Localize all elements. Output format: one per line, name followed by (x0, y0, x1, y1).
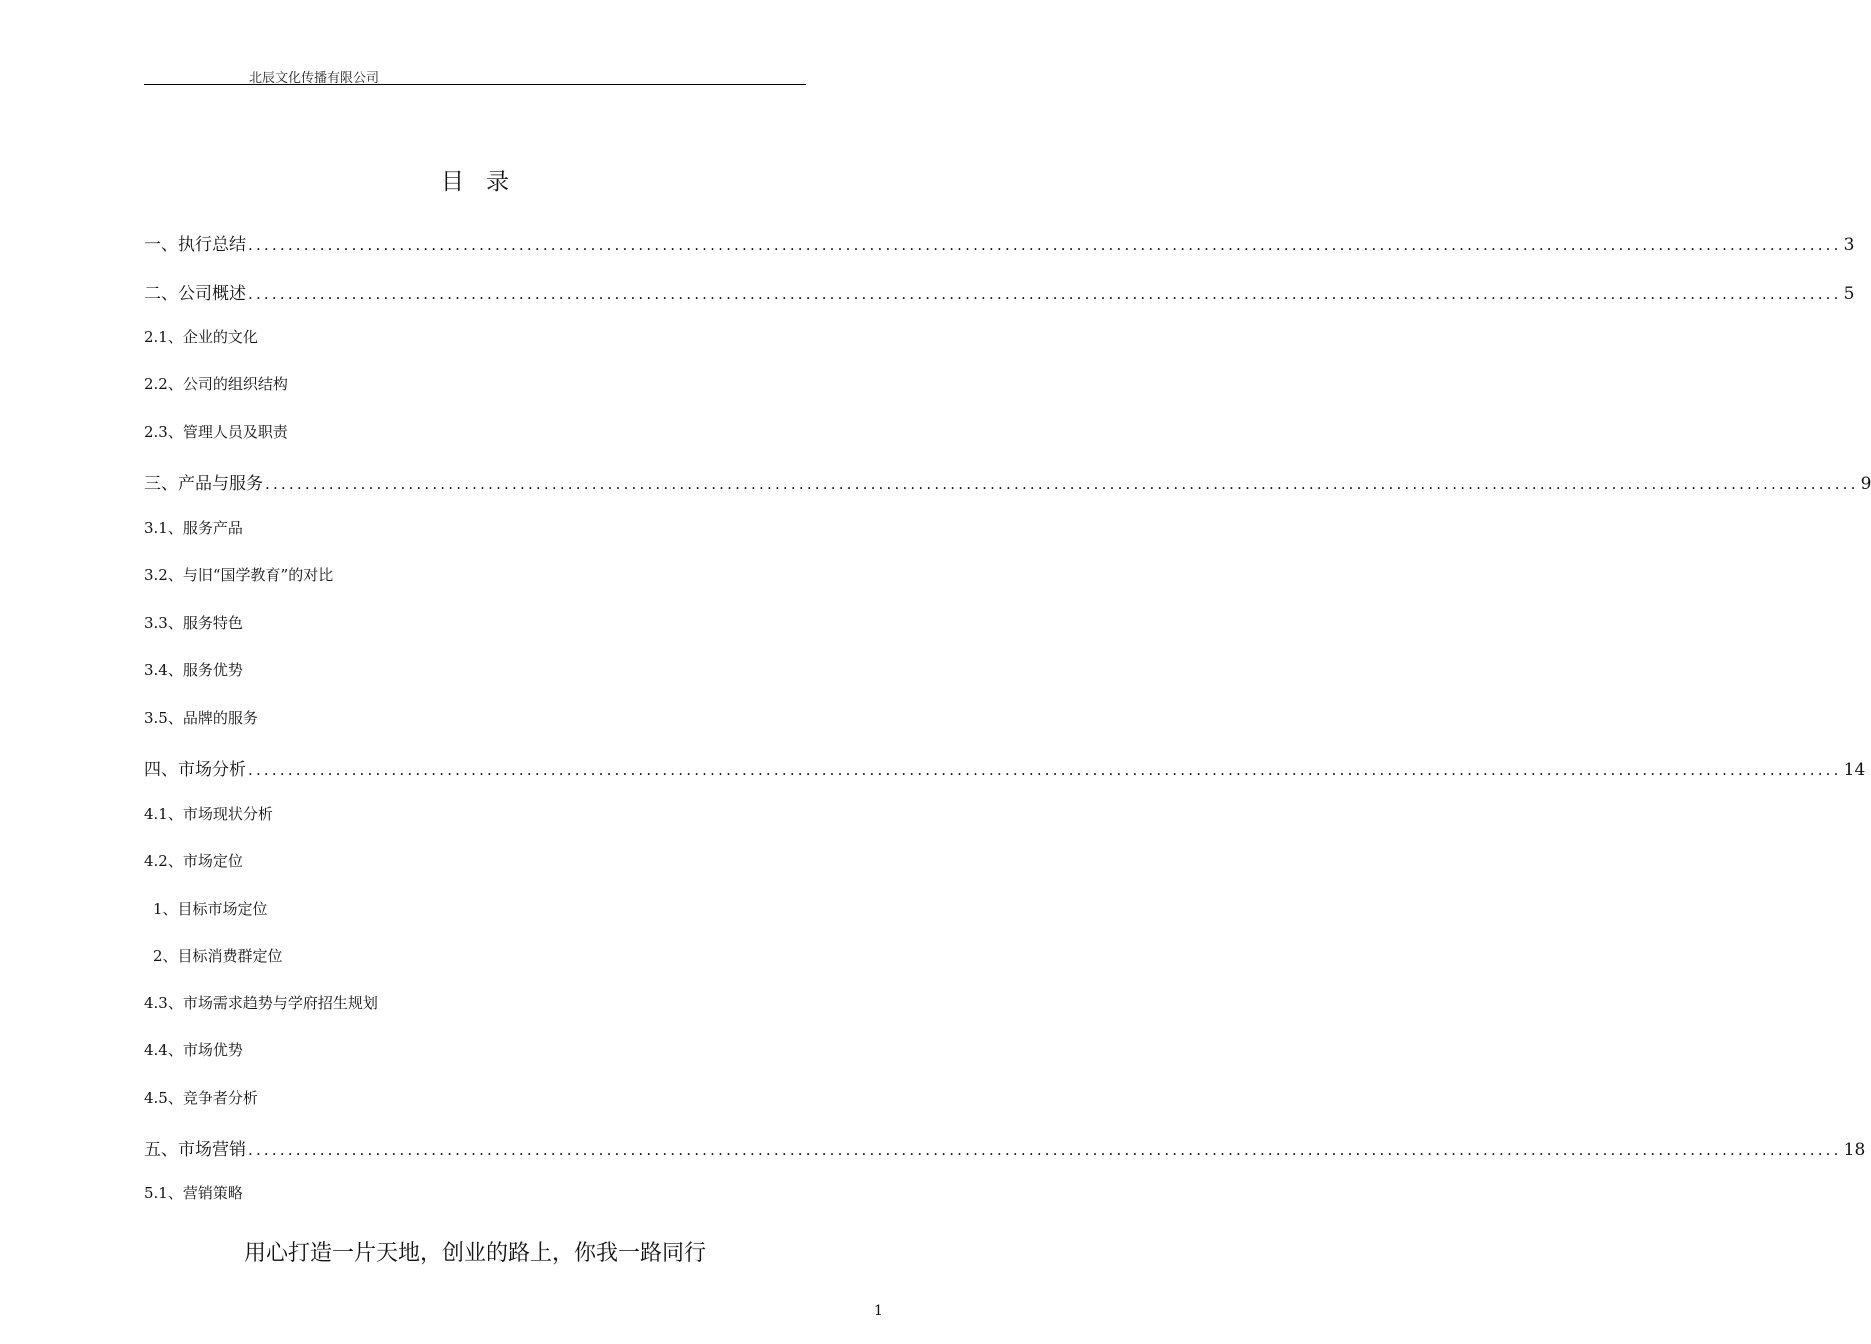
toc-entry[interactable] (144, 1135, 1866, 1161)
toc-entry[interactable] (144, 1039, 806, 1065)
toc-leader-dots: ........................................................................................................................................................................................................ (248, 761, 1842, 779)
toc-leader-dots: ........................................................................................................................................................................................................ (248, 236, 1842, 254)
toc-entry[interactable] (144, 517, 806, 543)
toc-entry-label: 二、公司概述 (144, 284, 246, 304)
toc-entry-label: 1、目标市场定位 (153, 900, 268, 918)
toc-entry[interactable] (144, 755, 1866, 781)
toc-entry-label: 4.1、市场现状分析 (144, 805, 273, 823)
toc-entry-page: 9 (1860, 474, 1871, 494)
toc-entry-label: 2.3、管理人员及职责 (144, 423, 288, 441)
toc-entry[interactable] (144, 803, 806, 829)
toc-entry-label: 5.1、营销策略 (144, 1184, 243, 1202)
toc-entry[interactable] (144, 992, 806, 1018)
toc-entry[interactable] (153, 945, 815, 971)
toc-entry-label: 五、市场营销 (144, 1140, 246, 1160)
toc-entry-label: 3.4、服务优势 (144, 661, 243, 679)
toc-entry-label: 3.3、服务特色 (144, 614, 243, 632)
toc-entry[interactable] (144, 1087, 806, 1113)
toc-entry-label: 4.3、市场需求趋势与学府招生规划 (144, 994, 378, 1012)
toc-entry-label: 4.2、市场定位 (144, 852, 243, 870)
toc-entry-label: 2.2、公司的组织结构 (144, 375, 288, 393)
toc-entry-label: 四、市场分析 (144, 760, 246, 780)
toc-entry[interactable] (144, 279, 1855, 305)
toc-entry-label: 2.1、企业的文化 (144, 328, 258, 346)
toc-title: 目录 (441, 169, 531, 195)
page-number: 1 (874, 1303, 883, 1319)
toc-entry-page: 18 (1843, 1140, 1866, 1160)
toc-leader-dots: ........................................................................................................................................................................................................ (265, 475, 1859, 493)
toc-entry[interactable] (144, 1182, 806, 1208)
toc-entry-label: 一、执行总结 (144, 235, 246, 255)
page-header (144, 66, 806, 85)
toc-entry-label: 2、目标消费群定位 (153, 947, 283, 965)
toc-entry-label: 3.1、服务产品 (144, 519, 243, 537)
company-name: 北辰文化传播有限公司 (249, 71, 380, 86)
toc-entry[interactable] (144, 373, 806, 399)
toc-entry-page: 5 (1843, 284, 1855, 304)
toc-leader-dots: ........................................................................................................................................................................................................ (248, 285, 1842, 303)
toc-entry-page: 14 (1843, 760, 1866, 780)
toc-entry[interactable] (144, 659, 806, 685)
toc-entry[interactable] (144, 421, 806, 447)
toc-leader-dots: ........................................................................................................................................................................................................ (248, 1141, 1842, 1159)
toc-entry[interactable] (144, 612, 806, 638)
toc-entry-label: 4.4、市场优势 (144, 1041, 243, 1059)
toc-entry[interactable] (144, 707, 806, 733)
toc-entry[interactable] (153, 898, 815, 924)
slogan: 用心打造一片天地，创业的路上，你我一路同行 (243, 1241, 706, 1266)
toc-entry-label: 3.5、品牌的服务 (144, 709, 258, 727)
toc-entry[interactable] (144, 850, 806, 876)
toc-entry[interactable] (144, 230, 1855, 256)
toc-entry[interactable] (144, 564, 806, 590)
toc-entry-label: 三、产品与服务 (144, 474, 263, 494)
toc-entry-label: 4.5、竞争者分析 (144, 1089, 258, 1107)
toc-entry-label: 3.2、与旧“国学教育”的对比 (144, 566, 334, 584)
toc-entry[interactable] (144, 469, 1871, 495)
toc-entry-page: 3 (1843, 235, 1855, 255)
toc-entry[interactable] (144, 326, 806, 352)
